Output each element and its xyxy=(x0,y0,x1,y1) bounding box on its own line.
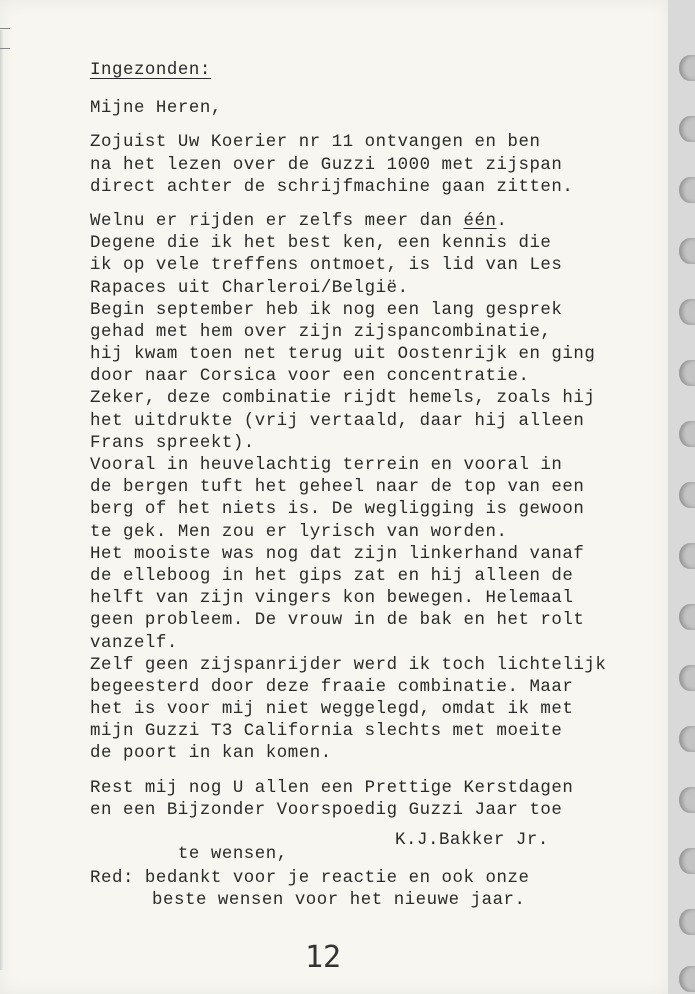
binder-hole xyxy=(679,726,695,752)
binder-hole xyxy=(679,299,695,325)
text-line: hij kwam toen net terug uit Oostenrijk en ging xyxy=(90,345,596,365)
text-line: geen probleem. De vrouw in de bak en het rolt xyxy=(90,611,585,631)
binder-hole xyxy=(679,848,695,874)
binder-hole xyxy=(679,665,695,691)
text-line: helft van zijn vingers kon bewegen. Helemaal xyxy=(90,589,574,609)
binder-hole xyxy=(679,360,695,386)
edge-mark xyxy=(0,28,10,29)
binder-hole xyxy=(679,909,695,935)
letter-body xyxy=(90,60,650,913)
binder-hole xyxy=(679,482,695,508)
text-line: Degene die ik het best ken, een kennis die xyxy=(90,234,552,254)
binder-hole xyxy=(679,238,695,264)
text-line: Zelf geen zijspanrijder werd ik toch lichtelijk xyxy=(90,655,607,675)
text-line: Vooral in heuvelachtig terrein en vooral in xyxy=(90,456,563,475)
binder-hole xyxy=(679,543,695,569)
text-line: direct achter de schrijfmachine gaan zitten. xyxy=(90,177,574,197)
text-line: door naar Corsica voor een concentratie. xyxy=(90,367,530,387)
text-line: het uitdrukte (vrij vertaald, daar hij alleen xyxy=(90,411,585,431)
text-line: te wensen, K.J.Bakker Jr. xyxy=(177,831,549,865)
text-line: Welnu er rijden er zelfs meer dan één. xyxy=(90,211,508,231)
binder-hole xyxy=(679,116,695,142)
text-line: Zeker, deze combinatie rijdt hemels, zoals hij xyxy=(90,389,596,409)
text-line: berg of het niets is. De wegligging is gewoon xyxy=(90,500,585,520)
edge-mark xyxy=(0,48,10,49)
text-line: mijn Guzzi T3 California slechts met moeite xyxy=(90,722,563,742)
binder-holes xyxy=(667,0,695,994)
binder-hole xyxy=(679,966,695,992)
text-line: Begin september heb ik nog een lang gesprek xyxy=(90,300,563,320)
text-line: Red: bedankt voor je reactie en ook onze xyxy=(90,869,530,889)
page-edge xyxy=(0,30,4,970)
text-line: Het mooiste was nog dat zijn linkerhand vanaf xyxy=(90,544,585,564)
paragraph-2 xyxy=(90,211,650,766)
binder-hole xyxy=(679,177,695,203)
text-line: Frans spreekt). xyxy=(90,433,255,453)
page-number: 12 xyxy=(305,940,342,975)
text-line: en een Bijzonder Voorspoedig Guzzi Jaar toe xyxy=(90,800,563,820)
letter-heading: Ingezonden: xyxy=(90,61,211,80)
text-line: de poort in kan komen. xyxy=(90,744,332,764)
emphasized-word: één xyxy=(463,211,497,231)
text-line: ik op vele treffens ontmoet, is lid van Les xyxy=(90,256,563,276)
text-line: gehad met hem over zijn zijspancombinatie, xyxy=(90,322,552,342)
text-line: Zojuist Uw Koerier nr 11 ontvangen en ben xyxy=(90,133,541,153)
binder-hole xyxy=(679,55,695,81)
closing-paragraph xyxy=(90,778,650,865)
text-line: vanzelf. xyxy=(90,633,178,653)
text-line: Rapaces uit Charleroi/België. xyxy=(90,278,409,298)
text-line: begeesterd door deze fraaie combinatie. Maar xyxy=(90,677,574,697)
text-line: te gek. Men zou er lyrisch van worden. xyxy=(90,522,508,542)
text-line: de bergen tuft het geheel naar de top van een xyxy=(90,478,585,498)
binder-hole xyxy=(679,604,695,630)
text-line: Rest mij nog U allen een Prettige Kerstdagen xyxy=(90,778,574,798)
text-line: het is voor mij niet weggelegd, omdat ik met xyxy=(90,700,574,720)
paragraph-1 xyxy=(90,132,650,199)
text-line: beste wensen voor het nieuwe jaar. xyxy=(152,891,526,911)
text-line: de elleboog in het gips zat en hij alleen de xyxy=(90,566,574,586)
salutation: Mijne Heren, xyxy=(90,99,222,119)
binder-hole xyxy=(679,421,695,447)
text-line: na het lezen over de Guzzi 1000 met zijspan xyxy=(90,155,563,175)
binder-hole xyxy=(679,787,695,813)
signature: K.J.Bakker Jr. xyxy=(395,831,549,850)
